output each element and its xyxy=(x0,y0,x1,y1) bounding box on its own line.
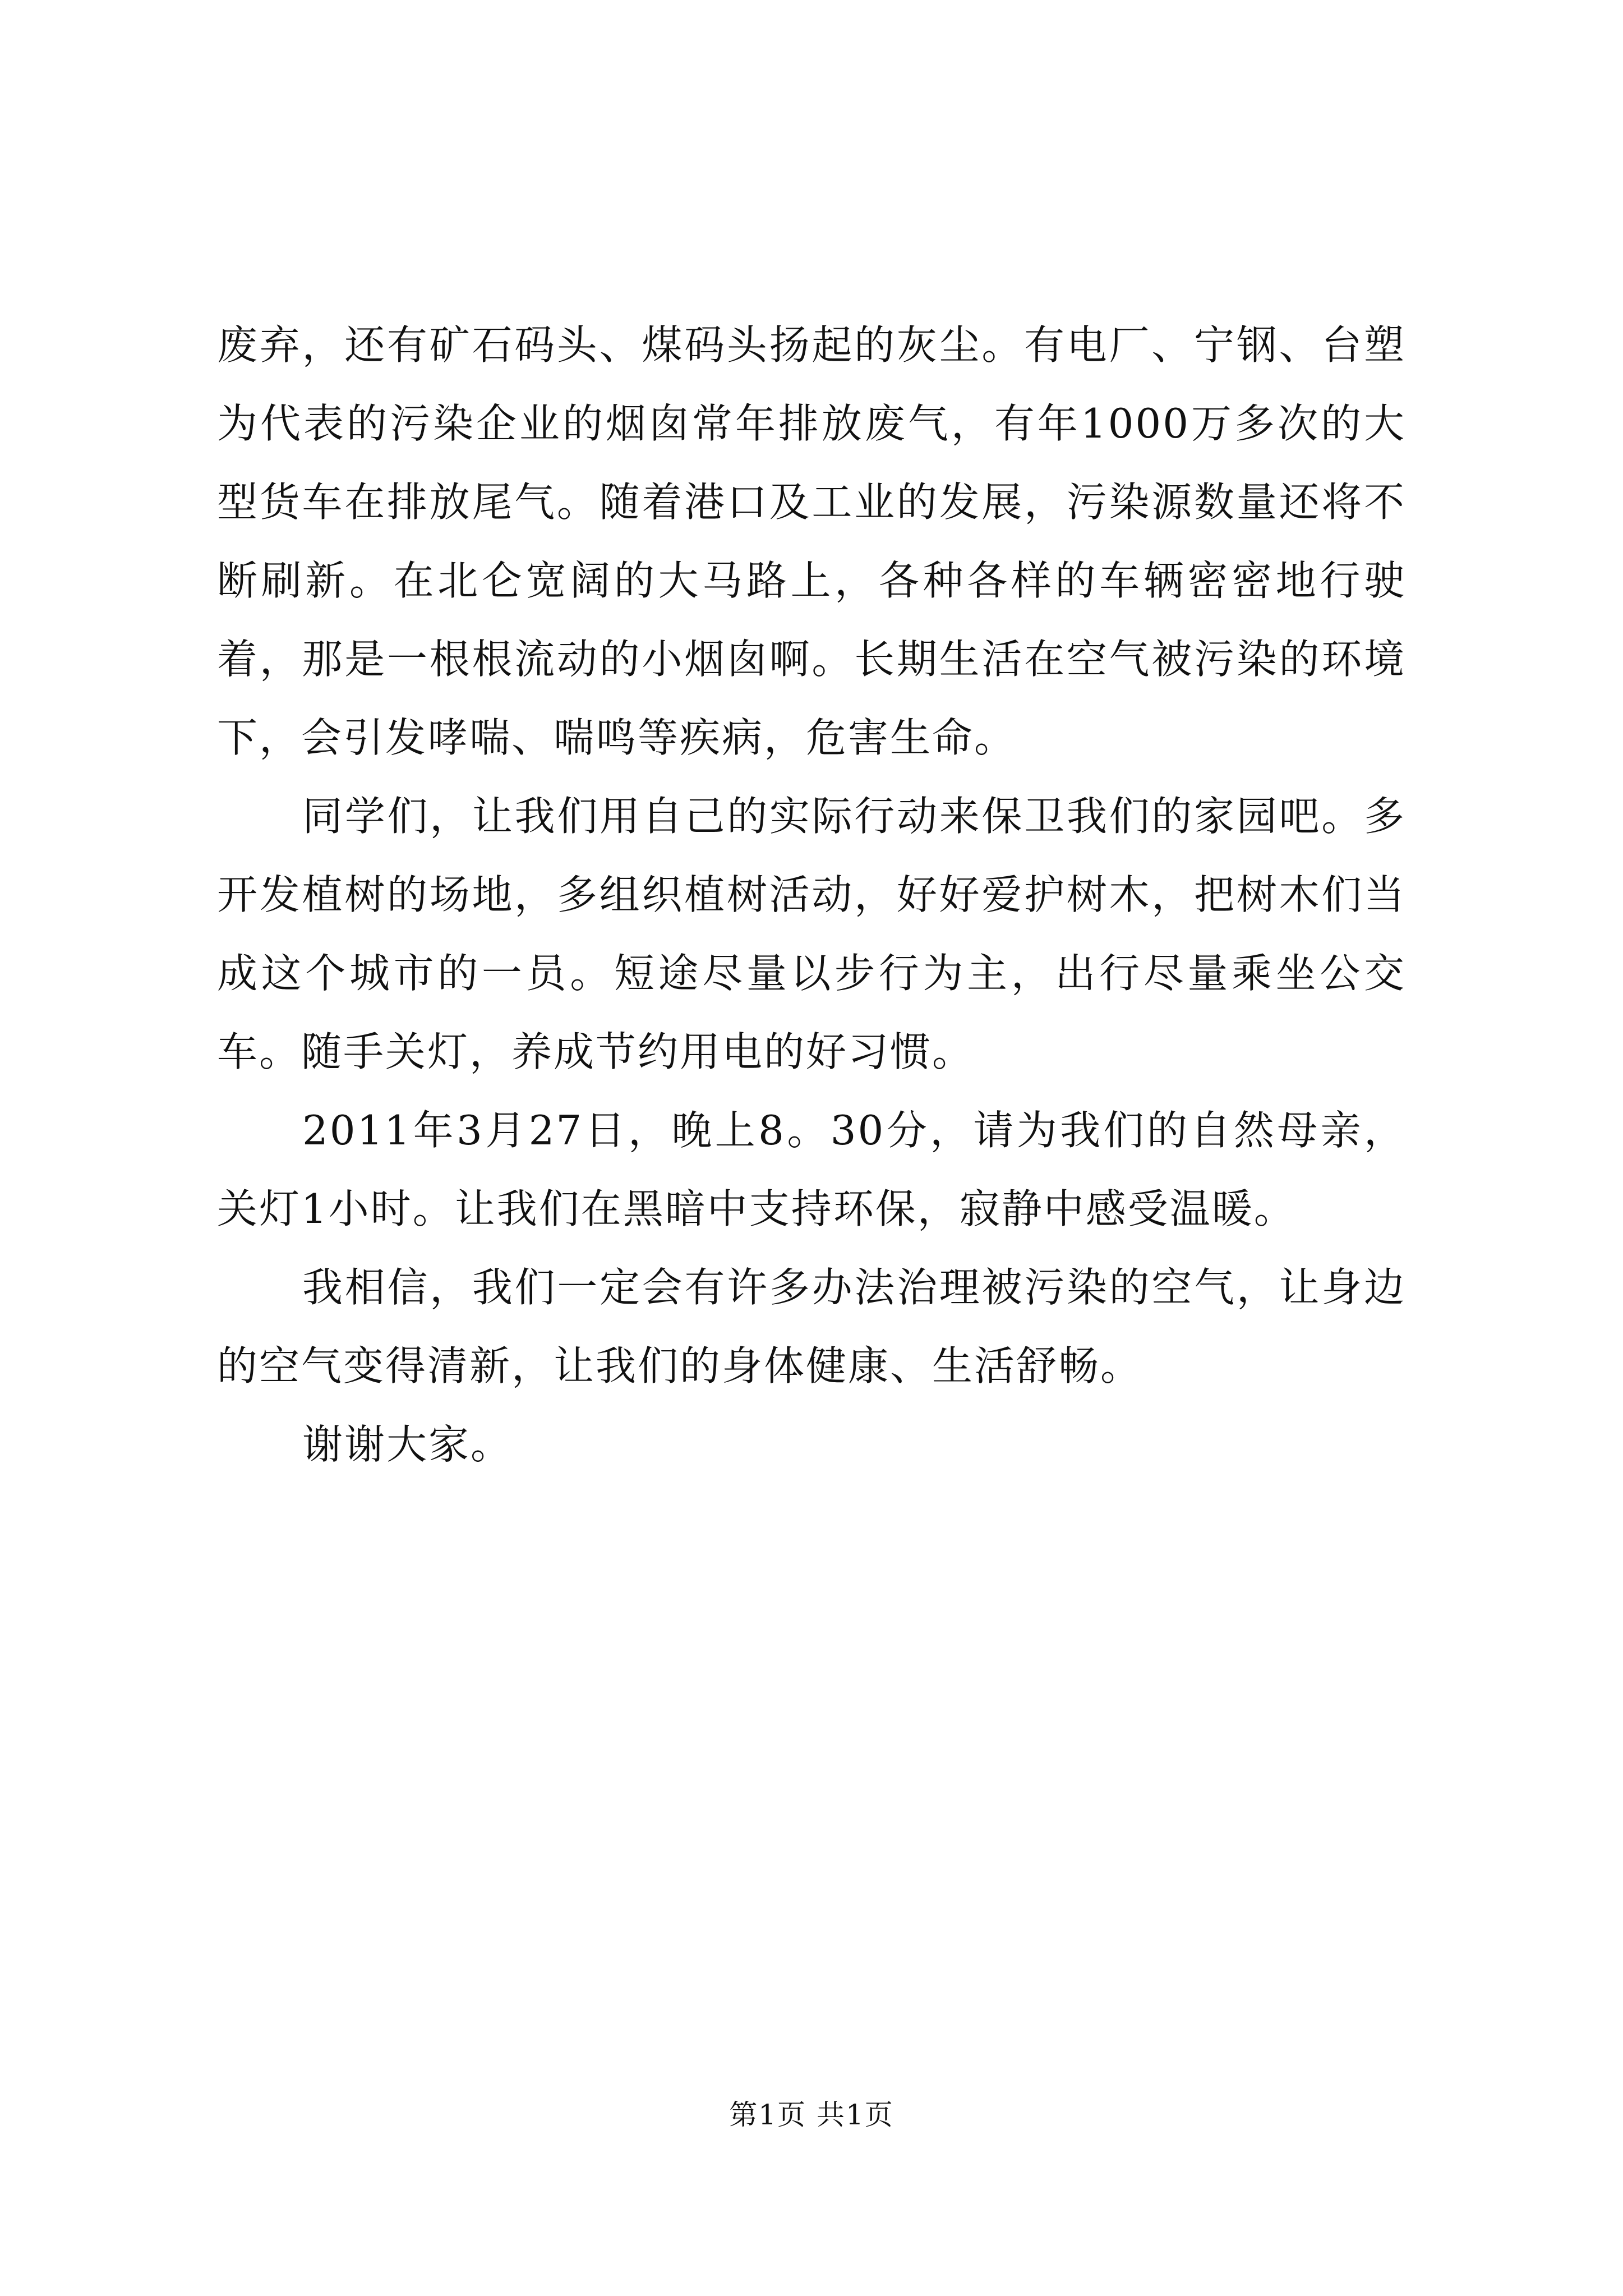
paragraph-call-to-action: 同学们，让我们用自己的实际行动来保卫我们的家园吧。多开发植树的场地，多组织植树活动，好好爱护树木，把树木们当成这个城市的一员。短途尽量以步行为主，出行尽量乘坐公交车。随手关灯，养成节约用电的好习惯。 xyxy=(217,793,1406,1075)
document-body xyxy=(217,306,1406,1484)
paragraph-belief: 我相信，我们一定会有许多办法治理被污染的空气，让身边的空气变得清新，让我们的身体健康、生活舒畅。 xyxy=(217,1264,1406,1389)
paragraph-thanks: 谢谢大家。 xyxy=(302,1421,513,1468)
page-footer: 第1页 共1页 xyxy=(729,2099,894,2131)
paragraph-continuation: 废弃，还有矿石码头、煤码头扬起的灰尘。有电厂、宁钢、台塑为代表的污染企业的烟囱常年排放废气，有年1000万多次的大型货车在排放尾气。随着港口及工业的发展，污染源数量还将不断刷新。在北仑宽阔的大马路上，各种各样的车辆密密地行驶着，那是一根根流动的小烟囱啊。长期生活在空气被污染的环境下，会引发哮喘、喘鸣等疾病，危害生命。 xyxy=(217,321,1406,761)
paragraph-earth-hour: 2011年3月27日，晚上8。30分，请为我们的自然母亲，关灯1小时。让我们在黑暗中支持环保，寂静中感受温暖。 xyxy=(217,1107,1406,1232)
